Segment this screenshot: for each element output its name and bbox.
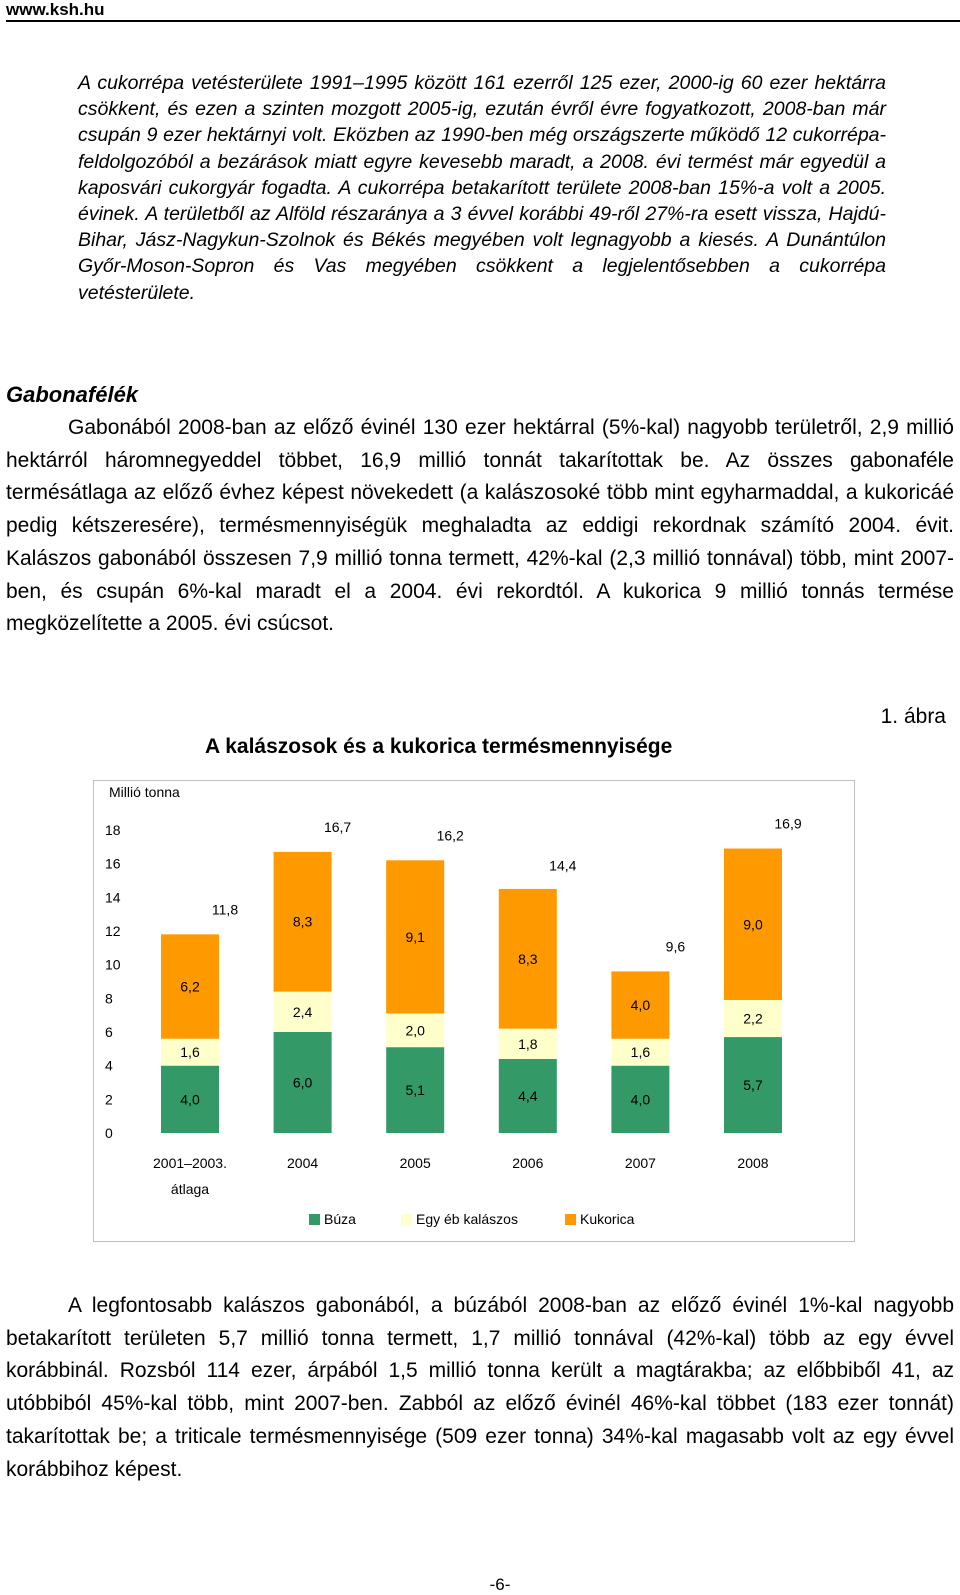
data-label: 2,2	[743, 1010, 763, 1027]
total-label: 16,2	[436, 827, 464, 844]
total-label: 16,9	[774, 815, 802, 832]
legend-label: Kukorica	[580, 1211, 635, 1227]
total-label: 16,7	[323, 818, 352, 835]
data-label: 4,0	[630, 1091, 651, 1108]
data-label: 4,4	[518, 1087, 538, 1104]
data-label: 2,0	[405, 1022, 425, 1039]
data-label: 1,8	[518, 1035, 538, 1052]
x-tick-label: 2005	[399, 1155, 431, 1171]
data-label: 2,4	[292, 1003, 313, 1020]
legend-label: Egy éb kalászos	[416, 1211, 518, 1227]
section-title: Gabonafélék	[6, 382, 139, 407]
y-tick-label: 16	[105, 855, 121, 872]
intro-paragraph: A cukorrépa vetésterülete 1991–1995 között 161 ezerről 125 ezer, 2000-ig 60 ezer hektárra csökkent, és ezen a szinten mozgott 2005-ig, ezután évről évre fogyatkozott, 2008-ban már csupán 9 ezer hektárnyi volt. Eközben az 1990-ben még országszerte működő 12 cukorrépa-feldolgozóból a bezárások miatt egyre kevesebb maradt, a 2008. évi termést már egyedül a kaposvári cukorgyár fogadta. A cukorrépa betakarított területe 2008-ban 15%-a volt a 2005. évinek. A területből az Alföld részaránya a 3 évvel korábbi 49-ről 27%-ra esett vissza, Hajdú-Bihar, Jász-Nagykun-Szolnok és Békés megyében volt legnagyobb a kiesés. A Dunántúlon Győr-Moson-Sopron és Vas megyében csökkent a legjelentősebben a cukorrépa vetésterülete.	[78, 72, 886, 304]
legend-swatch	[401, 1214, 412, 1225]
data-label: 8,3	[518, 950, 538, 967]
x-tick-label: 2004	[287, 1155, 319, 1171]
x-tick-label: átlaga	[170, 1181, 210, 1197]
y-tick-label: 10	[105, 956, 121, 973]
x-tick-label: 2001–2003.	[153, 1155, 227, 1171]
data-label: 1,6	[180, 1044, 200, 1061]
data-label: 6,2	[180, 978, 200, 995]
y-axis-label: Millió tonna	[109, 784, 180, 800]
legend-swatch	[565, 1214, 576, 1225]
total-label: 14,4	[549, 857, 577, 874]
legend-swatch	[309, 1214, 320, 1225]
body-paragraph-1: Gabonából 2008-ban az előző évinél 130 ezer hektárral (5%-kal) nagyobb területről, 2,9 millió hektárról háromnegyeddel többet, 16,9 millió tonnát takarítottak be. Az összes gabonaféle termésátlaga az előző évhez képest növekedett (a kalászosoké több mint egyharmaddal, a kukoricáé pedig kétszeresére), termésmennyiségük meghaladta az eddigi rekordnak számító 2004. évit. Kalászos gabonából összesen 7,9 millió tonna termett, 42%-kal (2,3 millió tonnával) több, mint 2007-ben, és csupán 6%-kal maradt el a 2004. évi rekordtól. A kukorica 9 millió tonnás termése megközelítette a 2005. évi csúcsot.	[6, 416, 954, 636]
data-label: 9,1	[405, 928, 425, 945]
stacked-bar-chart	[93, 780, 855, 1242]
y-tick-label: 18	[105, 822, 121, 838]
total-label: 11,8	[211, 901, 239, 918]
y-tick-label: 8	[105, 990, 113, 1007]
legend-label: Búza	[324, 1211, 356, 1227]
y-tick-label: 0	[105, 1125, 113, 1141]
total-label: 9,6	[665, 938, 686, 955]
site-url: www.ksh.hu	[6, 0, 105, 19]
x-tick-label: 2006	[512, 1155, 544, 1171]
y-tick-label: 12	[105, 923, 121, 939]
data-label: 8,3	[292, 913, 313, 930]
chart-title: A kalászosok és a kukorica termésmennyisége	[205, 735, 673, 758]
data-label: 4,0	[630, 997, 651, 1014]
x-tick-label: 2007	[624, 1155, 656, 1171]
data-label: 1,6	[630, 1044, 651, 1061]
x-tick-label: 2008	[737, 1155, 769, 1171]
data-label: 9,0	[743, 916, 763, 933]
page-number: -6-	[489, 1575, 511, 1594]
y-tick-label: 4	[105, 1057, 113, 1074]
figure-number: 1. ábra	[880, 705, 946, 728]
data-label: 5,1	[405, 1082, 425, 1099]
header-rule	[6, 20, 960, 22]
data-label: 5,7	[743, 1077, 763, 1094]
y-tick-label: 14	[105, 889, 121, 906]
data-label: 4,0	[180, 1091, 200, 1108]
body-paragraph-2: A legfontosabb kalászos gabonából, a búzából 2008-ban az előző évinél 1%-kal nagyobb betakarított területen 5,7 millió tonna termett, 1,7 millió tonnával (42%-kal) több az egy évvel korábbinál. Rozsból 114 ezer, árpából 1,5 millió tonna került a magtárakba; az előbbiből 41, az utóbbiból 45%-kal több, mint 2007-ben. Zabból az előző évinél 46%-kal többet (183 ezer tonnát) takarítottak be; a triticale termésmennyisége (509 ezer tonna) 34%-kal magasabb volt az egy évvel korábbihoz képest.	[6, 1294, 954, 1481]
y-tick-label: 6	[105, 1024, 113, 1040]
data-label: 6,0	[292, 1074, 313, 1091]
y-tick-label: 2	[105, 1091, 113, 1108]
